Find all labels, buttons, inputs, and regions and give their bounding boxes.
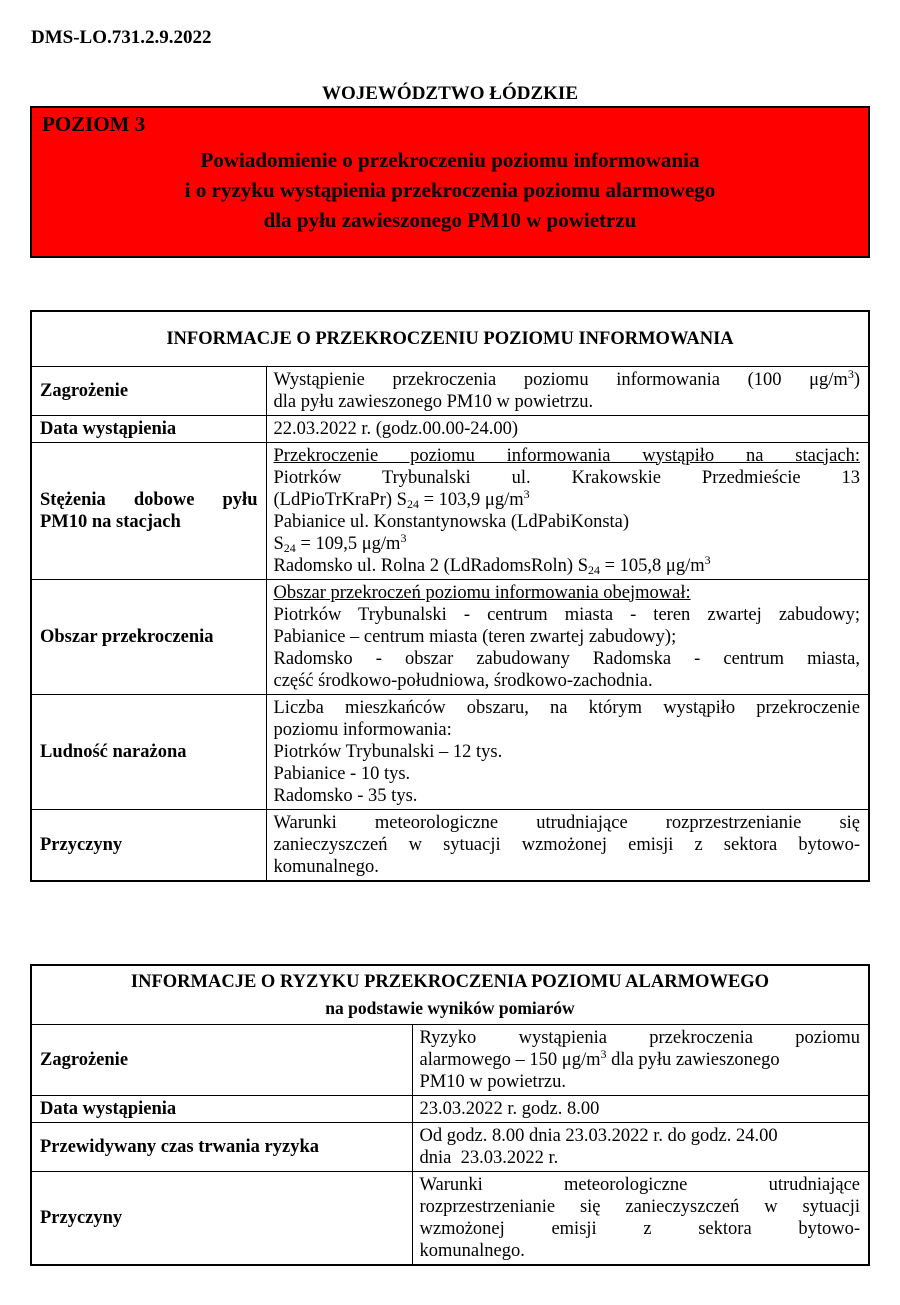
row-value bbox=[412, 1123, 869, 1172]
row-label: Zagrożenie bbox=[31, 1025, 412, 1096]
region-title: WOJEWÓDZTWO ŁÓDZKIE bbox=[321, 83, 579, 104]
value-line: PM10 w powietrzu. bbox=[419, 1072, 566, 1092]
value-line: Piotrków Trybunalski ul. Krakowskie Przedmieście 13 bbox=[273, 467, 860, 488]
alert-title-line: i o ryzyku wystąpienia przekroczenia poziomu alarmowego bbox=[184, 178, 716, 202]
value-line: Radomsko - obszar zabudowany Radomska - centrum miasta, bbox=[273, 648, 860, 669]
value-line: Warunki meteorologiczne utrudniające bbox=[419, 1175, 860, 1195]
info-exceedance-table bbox=[30, 310, 870, 882]
table-row bbox=[31, 694, 869, 809]
value-line: zanieczyszczeń w sytuacji wzmożonej emisji z sektora bytowo- bbox=[273, 834, 860, 855]
table-row bbox=[31, 415, 869, 442]
value-line: poziomu informowania: bbox=[273, 719, 452, 740]
value-line: komunalnego. bbox=[419, 1241, 525, 1261]
table-row bbox=[31, 1172, 869, 1266]
row-label: Data wystąpienia bbox=[31, 1096, 412, 1123]
table-row bbox=[31, 579, 869, 694]
value-line: Piotrków Trybunalski – 12 tys. bbox=[273, 741, 503, 762]
value-line: alarmowego – 150 $\mu g/m^3$ dla pyłu zawieszonego bbox=[419, 1047, 780, 1070]
value-line: Pabianice – centrum miasta (teren zwartej zabudowy); bbox=[273, 626, 677, 647]
value-line: Liczba mieszkańców obszaru, na którym wystąpiło przekroczenie bbox=[273, 697, 860, 718]
alert-title-line: Powiadomienie o przekroczeniu poziomu informowania bbox=[200, 148, 700, 172]
row-label: Przewidywany czas trwania ryzyka bbox=[31, 1123, 412, 1172]
row-label: Obszar przekroczenia bbox=[31, 579, 266, 694]
row-value bbox=[266, 694, 869, 809]
value-line: Piotrków Trybunalski - centrum miasta - teren zwartej zabudowy; bbox=[273, 604, 860, 625]
table-row bbox=[31, 442, 869, 579]
table-header-row bbox=[31, 965, 869, 1025]
value-line: Od godz. 8.00 dnia 23.03.2022 r. do godz. 24.00 bbox=[419, 1126, 778, 1146]
value-line: (LdPioTrKraPr) $S_{24} = 103,9$ $\mu g/m^3$ bbox=[273, 486, 530, 511]
table-header: INFORMACJE O PRZEKROCZENIU POZIOMU INFORMOWANIA bbox=[31, 311, 869, 366]
value-line: Radomsko - 35 tys. bbox=[273, 785, 418, 806]
value-line: Obszar przekroczeń poziomu informowania obejmował: bbox=[273, 582, 691, 603]
alert-banner bbox=[30, 106, 870, 258]
table-row bbox=[31, 1096, 869, 1123]
value-line: Pabianice ul. Konstantynowska (LdPabiKonsta) bbox=[273, 511, 630, 532]
value-line: rozprzestrzenianie się zanieczyszczeń w sytuacji bbox=[419, 1197, 860, 1217]
alert-title-line: dla pyłu zawieszonego PM10 w powietrzu bbox=[263, 208, 637, 232]
row-label: Stężenia dobowe pyłu PM10 na stacjach bbox=[31, 442, 266, 579]
row-value bbox=[412, 1025, 869, 1096]
table-header: INFORMACJE O RYZYKU PRZEKROCZENIA POZIOMU ALARMOWEGO na podstawie wyników pomiarów bbox=[31, 965, 869, 1025]
value-line: Pabianice - 10 tys. bbox=[273, 763, 411, 784]
row-label: Zagrożenie bbox=[31, 366, 266, 415]
row-label: Przyczyny bbox=[31, 1172, 412, 1266]
row-value bbox=[412, 1172, 869, 1266]
row-value: 23.03.2022 r. godz. 8.00 bbox=[412, 1096, 869, 1123]
alarm-risk-table bbox=[30, 964, 870, 1266]
value-line: Ryzyko wystąpienia przekroczenia poziomu bbox=[419, 1028, 860, 1048]
value-line: Przekroczenie poziomu informowania wystąpiło na stacjach: bbox=[273, 445, 860, 466]
value-line: komunalnego. bbox=[273, 856, 379, 877]
row-value bbox=[266, 366, 869, 415]
table-row bbox=[31, 366, 869, 415]
table-row bbox=[31, 809, 869, 881]
value-line: wzmożonej emisji z sektora bytowo- bbox=[419, 1219, 860, 1239]
value-line: $S_{24} = 109,5$ $\mu g/m^3$ bbox=[273, 530, 407, 555]
table-header-row bbox=[31, 311, 869, 366]
row-label: Ludność narażona bbox=[31, 694, 266, 809]
row-label: Przyczyny bbox=[31, 809, 266, 881]
value-line: dnia 23.03.2022 r. bbox=[419, 1148, 559, 1168]
value-line: część środkowo-południowa, środkowo-zachodnia. bbox=[273, 670, 653, 691]
row-value bbox=[266, 442, 869, 579]
row-label: Data wystąpienia bbox=[31, 415, 266, 442]
alert-level: POZIOM 3 bbox=[42, 112, 146, 136]
value-line: Warunki meteorologiczne utrudniające rozprzestrzenianie się bbox=[273, 812, 860, 833]
alert-title bbox=[32, 145, 868, 235]
row-value bbox=[266, 579, 869, 694]
document-id: DMS-LO.731.2.9.2022 bbox=[31, 27, 212, 48]
value-line: dla pyłu zawieszonego PM10 w powietrzu. bbox=[273, 391, 594, 412]
row-value bbox=[266, 809, 869, 881]
value-line: Radomsko ul. Rolna 2 (LdRadomsRoln) $S_{24} = 105,8$ $\mu g/m^3$ bbox=[273, 552, 711, 577]
row-value: 22.03.2022 r. (godz.00.00-24.00) bbox=[266, 415, 869, 442]
value-line: Wystąpienie przekroczenia poziomu informowania (100 $\mu g/m^3$) bbox=[273, 366, 860, 390]
table-row bbox=[31, 1123, 869, 1172]
table-row bbox=[31, 1025, 869, 1096]
